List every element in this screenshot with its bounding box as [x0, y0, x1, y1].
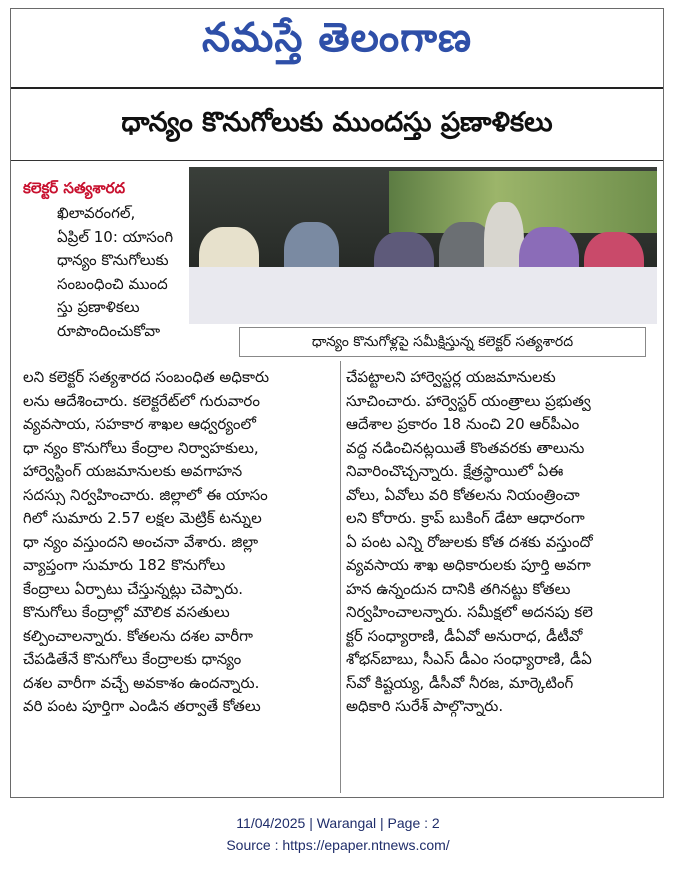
photo-caption: ధాన్యం కొనుగోళ్లపై సమీక్షిస్తున్న కలెక్టర్‌ సత్యశారద [239, 327, 646, 357]
column-line: చేపడితేనే కొనుగోలు కేంద్రాలకు ధాన్యం [23, 650, 242, 668]
column-line: లని కోరారు. క్రాప్‌ బుకింగ్‌ డేటా ఆధారంగా [346, 509, 585, 527]
footer-source: Source : https://epaper.ntnews.com/ [226, 837, 450, 853]
lead-line: స్తు ప్రణాళికలు [57, 298, 140, 316]
column-line: చేపట్టాలని హార్వెస్టర్ల యజమానులకు [346, 368, 556, 386]
column-line: ఆదేశాల ప్రకారం 18 నుంచి 20 ఆర్‌పీఎం [346, 415, 580, 433]
column-line: కల్పించాలన్నారు. కోతలను దశల వారీగా [23, 626, 253, 645]
news-photo [189, 167, 657, 324]
column-line: ధా న్యం కొనుగోలు కేంద్రాల నిర్వాహకులు, [23, 438, 259, 457]
lead-line: రూపొందించుకోవా [57, 321, 161, 340]
byline: కలెక్టర్‌ సత్యశారద [23, 179, 126, 197]
lead-line: ఖిలావరంగల్‌, [57, 204, 136, 222]
column-line: ధా న్యం వస్తుందని అంచనా వేశారు. జిల్లా [23, 532, 259, 551]
article-column-right [346, 366, 656, 719]
column-line: స్‌వో కిష్టయ్య, డీసీవో నీరజ, మార్కెటింగ్‌ [346, 673, 574, 692]
column-line: దశల వారీగా వచ్చే అవకాశం ఉందన్నారు. [23, 673, 260, 692]
newspaper-clipping [10, 8, 664, 798]
column-line: క్టర్‌ సంధ్యారాణి, డీఏవో అనురాధ, డీటీవో [346, 626, 583, 645]
column-line: కొనుగోలు కేంద్రాల్లో మౌలిక వసతులు [23, 603, 230, 621]
column-line: వద్ద నడించినట్లయితే కొంతవరకు తాలును [346, 438, 585, 457]
column-line: కేంద్రాలు ఏర్పాటు చేస్తున్నట్లు చెప్పారు. [23, 579, 244, 598]
column-line: సూచించారు. హార్వెస్టర్‌ యంత్రాలు ప్రభుత్వ [346, 391, 591, 410]
column-line: వ్యాప్తంగా సుమారు 182 కొనుగోలు [23, 556, 226, 574]
masthead-divider [11, 87, 663, 89]
masthead-logo: నమస్తే తెలంగాణ [201, 15, 473, 61]
column-line: ఏ పంట ఎన్ని రోజులకు కోత దశకు వస్తుందో [346, 532, 593, 551]
column-line: అధికారి సురేశ్‌ పాల్గొన్నారు. [346, 697, 504, 715]
photo-banner [389, 171, 657, 233]
column-line: శోభన్‌బాబు, సీఎస్‌ డీఎం సంధ్యారాణి, డీఏ [346, 650, 592, 668]
column-line: లని కలెక్టర్‌ సత్యశారద సంబంధిత అధికారు [23, 368, 270, 386]
lead-line: సంబంధించి ముంద [57, 274, 168, 293]
column-line: వ్యవసాయ, సహకార శాఖల ఆధ్వర్యంలో [23, 415, 256, 433]
column-line: నివారించొచ్చన్నారు. క్షేత్రస్థాయిలో ఏఈ [346, 462, 564, 480]
column-line: వ్యవసాయ శాఖ అధికారులకు పూర్తి అవగా [346, 556, 591, 574]
column-line: వరి పంట పూర్తిగా ఎండిన తర్వాతే కోతలు [23, 697, 261, 715]
headline: ధాన్యం కొనుగోలుకు ముందస్తు ప్రణాళికలు [121, 107, 553, 138]
column-divider [340, 361, 341, 793]
headline-divider [11, 160, 663, 161]
column-line: గిలో సుమారు 2.57 లక్షల మెట్రిక్‌ టన్నుల [23, 509, 262, 527]
footer-edition-info: 11/04/2025 | Warangal | Page : 2 [236, 815, 440, 831]
lead-line: ధాన్యం కొనుగోలుకు [57, 251, 169, 269]
masthead [11, 9, 663, 81]
photo-table [189, 267, 657, 324]
column-line: సదస్సు నిర్వహించారు. జిల్లాలో ఈ యాసం [23, 485, 268, 504]
column-line: హార్వెస్టింగ్‌ యజమానులకు అవగాహన [23, 462, 243, 480]
lead-line: ఏప్రిల్‌ 10: యాసంగి [57, 227, 174, 246]
column-line: లను ఆదేశించారు. కలెక్టరేట్‌లో గురువారం [23, 391, 260, 410]
column-line: హన ఉన్నందున దానికి తగినట్టు కోతలు [346, 579, 571, 598]
column-line: వోలు, ఏవోలు వరి కోతలను నియంత్రించా [346, 485, 580, 504]
article-column-left [23, 366, 333, 719]
column-line: నిర్వహించాలన్నారు. సమీక్షలో అదనపు కలె [346, 603, 593, 621]
